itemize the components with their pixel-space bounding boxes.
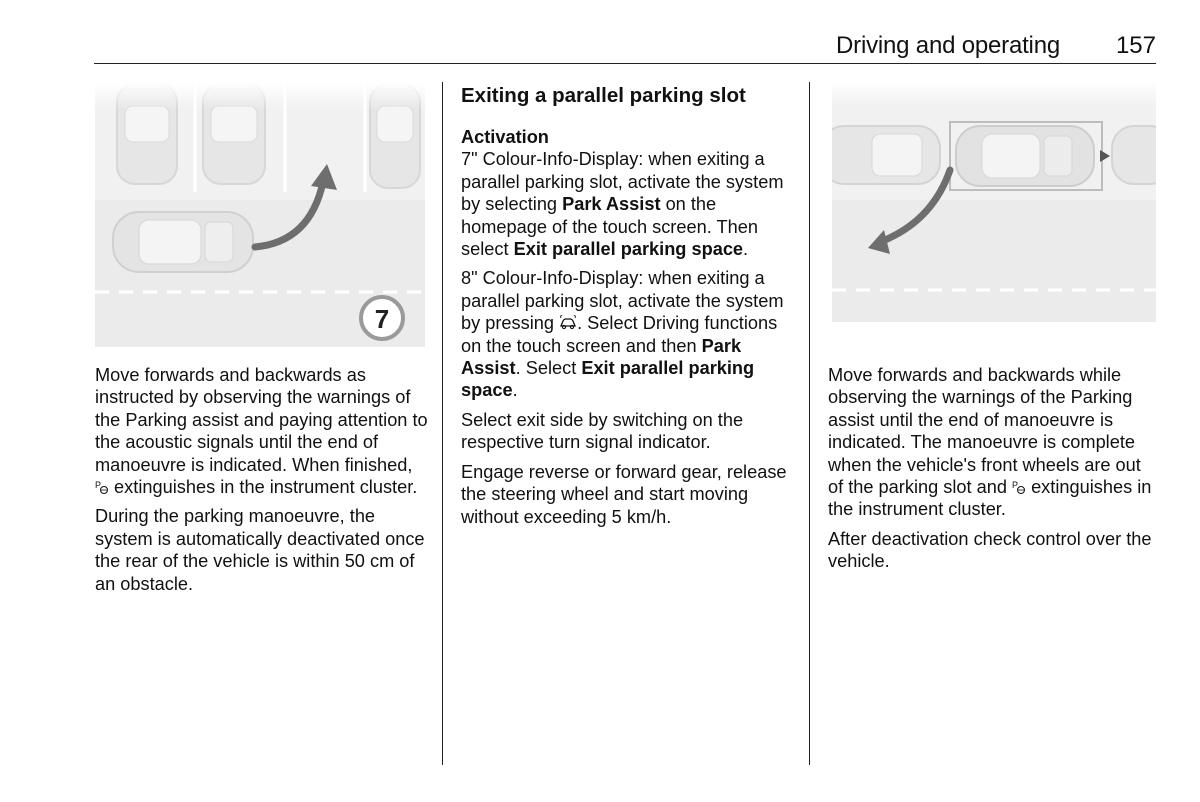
exiting-car-parallel [956, 126, 1094, 186]
col3-paragraph-1: Move forwards and backwards while observing the warnings of the Parking assist until the end of manoeuvre is indicated. The manoeuvre is complete when the vehicle's front wheels are out of the parking slot and P extinguishes in the instrument cluster. [828, 365, 1152, 520]
col2-paragraph-3: Select exit side by switching on the respective turn signal indicator. [461, 409, 744, 453]
page-number: 157 [1115, 32, 1156, 59]
parallel-exit-illustration [832, 82, 1156, 322]
parking-assist-button-icon [559, 315, 577, 331]
perpendicular-exit-illustration [95, 82, 425, 347]
exiting-car [113, 212, 253, 272]
parking-assist-indicator-icon [1012, 479, 1026, 495]
col1-paragraph-2: During the parking manoeuvre, the system is automatically deactivated once the rear of the vehicle is within 50 cm of an obstacle. [95, 506, 425, 594]
figure-number-badge [361, 297, 403, 339]
col2-paragraph-2: 8" Colour-Info-Display: when exiting a parallel parking slot, activate the system by pressing . Select Driving functions on the touch screen and then Park Assist. Select Exit parallel parking space. [461, 268, 784, 401]
column-3-text [828, 364, 1158, 580]
activation-subtitle: Activation [461, 127, 549, 147]
col1-paragraph-1: Move forwards and backwards as instructed by observing the warnings of the Parking assist and paying attention to the acoustic signals until the end of manoeuvre is indicated. When finished, P extinguishes in the instrument cluster. [95, 365, 428, 498]
parked-car-rear [832, 126, 940, 184]
page-header-title: Driving and operating [836, 32, 1060, 59]
parked-car-front [1112, 126, 1156, 184]
col2-paragraph-1: 7" Colour-Info-Display: when exiting a parallel parking slot, activate the system by selecting Park Assist on the homepage of the touch screen. Then select Exit parallel parking space. [461, 149, 784, 260]
svg-text:P: P [1012, 480, 1019, 491]
col2-paragraph-4: Engage reverse or forward gear, release the steering wheel and start moving without exceeding 5 km/h. [461, 461, 787, 527]
section-title: Exiting a parallel parking slot [461, 84, 746, 107]
column-divider-left [442, 82, 443, 765]
svg-text:P: P [95, 480, 102, 491]
svg-text:7: 7 [374, 304, 390, 334]
col3-paragraph-2: After deactivation check control over the vehicle. [828, 528, 1152, 572]
parking-assist-indicator-icon [95, 479, 109, 495]
column-2-text [461, 84, 796, 535]
column-divider-right [809, 82, 810, 765]
header-rule [94, 63, 1156, 64]
column-1-text [95, 364, 430, 602]
